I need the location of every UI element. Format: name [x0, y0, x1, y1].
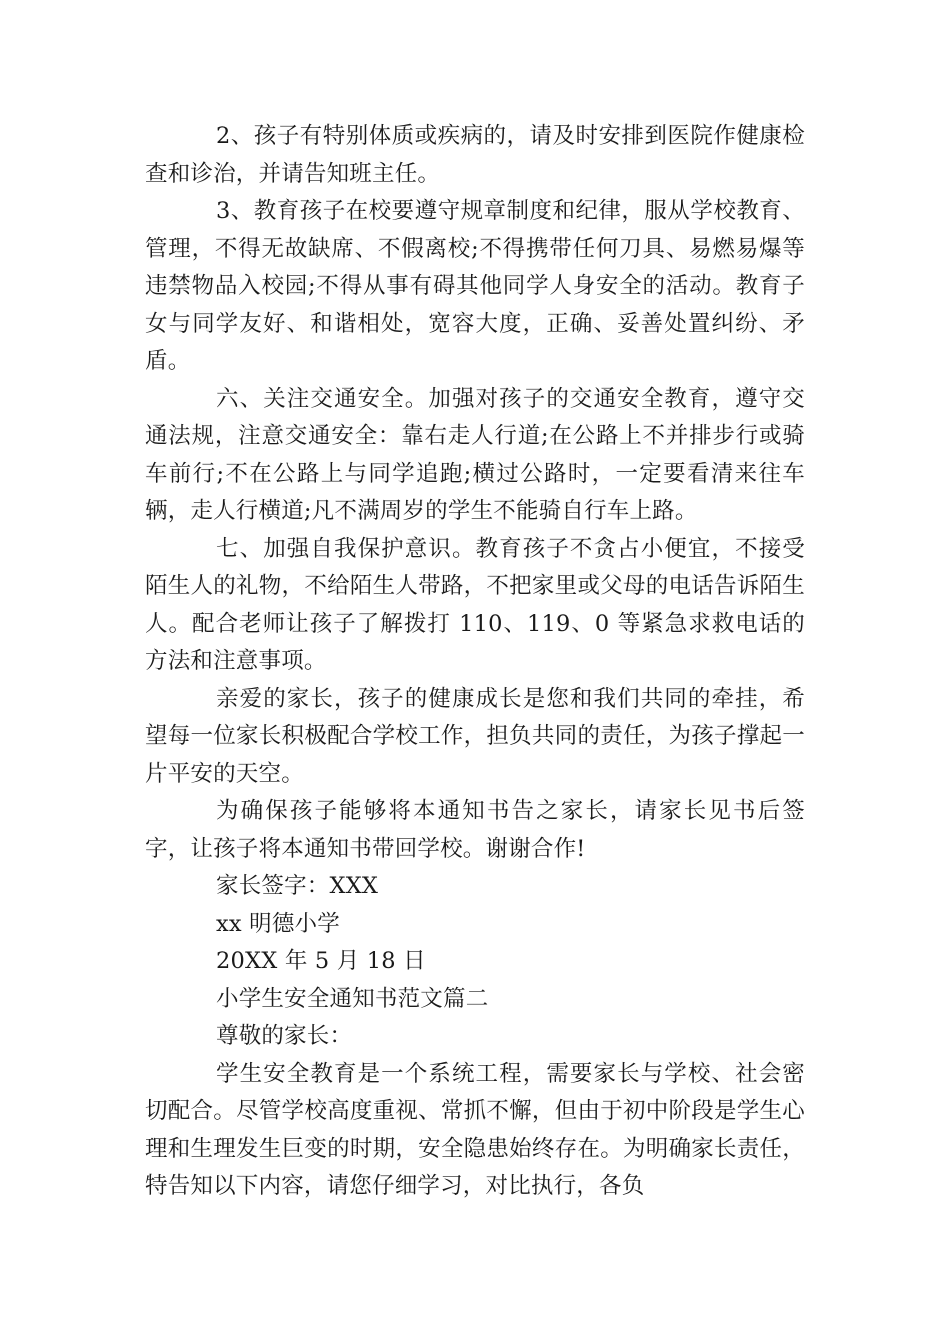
section-heading-part-two: 小学生安全通知书范文篇二 — [216, 985, 489, 1012]
document-body — [145, 118, 805, 1206]
paragraph-safety-education-intro: 学生安全教育是一个系统工程，需要家长与学校、社会密切配合。尽管学校高度重视、常抓不懈，但由于初中阶段是学生心理和生理发生巨变的时期，安全隐患始终存在。为明确家长责任，特告知以下内容，请您仔细学习，对比执行，各负 — [145, 1060, 805, 1199]
school-name: xx 明德小学 — [216, 910, 340, 937]
document-date: 20XX 年 5 月 18 日 — [216, 948, 426, 974]
greeting-line: 尊敬的家长： — [216, 1023, 353, 1049]
paragraph-dear-parents: 亲爱的家长，孩子的健康成长是您和我们共同的牵挂，希望每一位家长积极配合学校工作，担负共同的责任，为孩子撑起一片平安的天空。 — [145, 685, 805, 787]
paragraph-item-2-health: 2、孩子有特别体质或疾病的，请及时安排到医院作健康检查和诊治，并请告知班主任。 — [145, 123, 805, 187]
paragraph-self-protection: 七、加强自我保护意识。教育孩子不贪占小便宜，不接受陌生人的礼物，不给陌生人带路，不把家里或父母的电话告诉陌生人。配合老师让孩子了解拨打 110、119、0 等紧急求救电话的方法和注意事项。 — [145, 535, 805, 674]
parent-signature-line: 家长签字：XXX — [216, 873, 379, 899]
paragraph-signature-request: 为确保孩子能够将本通知书告之家长，请家长见书后签字，让孩子将本通知书带回学校。谢谢合作! — [145, 798, 805, 862]
paragraph-traffic-safety: 六、关注交通安全。加强对孩子的交通安全教育，遵守交通法规，注意交通安全：靠右走人行道;在公路上不并排步行或骑车前行;不在公路上与同学追跑;横过公路时，一定要看清来往车辆，走人行横道;凡不满周岁的学生不能骑自行车上路。 — [145, 385, 805, 524]
paragraph-item-3-discipline: 3、教育孩子在校要遵守规章制度和纪律，服从学校教育、管理，不得无故缺席、不假离校;不得携带任何刀具、易燃易爆等违禁物品入校园;不得从事有碍其他同学人身安全的活动。教育子女与同学友好、和谐相处，宽容大度，正确、妥善处置纠纷、矛盾。 — [145, 198, 805, 374]
